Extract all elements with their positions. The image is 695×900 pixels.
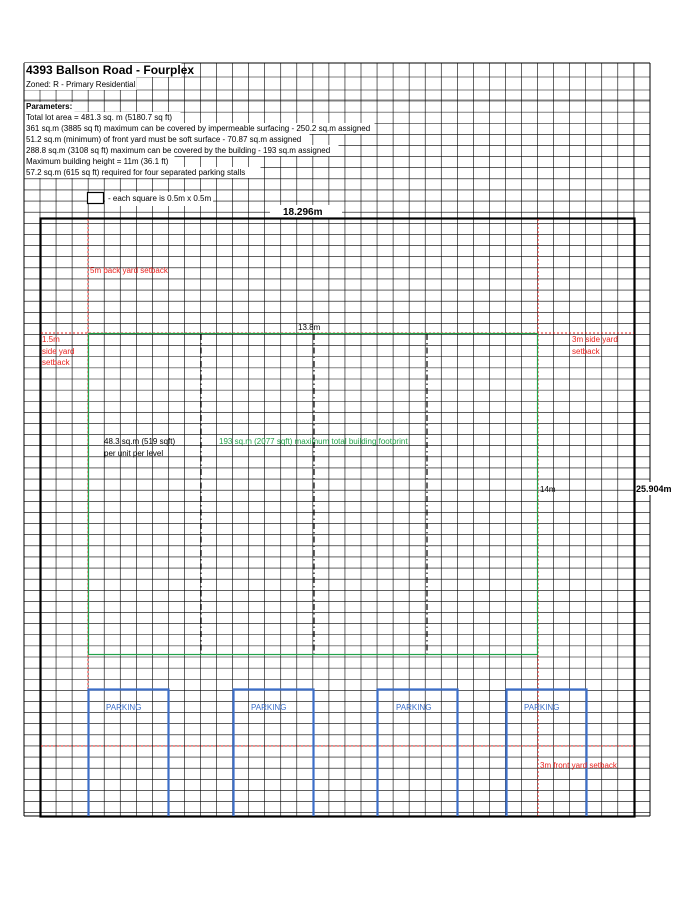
unit-area-label-line: per unit per level: [104, 449, 164, 458]
left-setback-label-line: side yard: [42, 347, 75, 356]
param-line: 51.2 sq.m (minimum) of front yard must be soft surface - 70.87 sq.m assigned: [26, 135, 302, 144]
footprint-depth-label: 14m: [540, 485, 556, 494]
front-setback-label: 3m front yard setback: [540, 761, 617, 770]
lot-width-label: 18.296m: [283, 207, 323, 218]
parking-label-4: PARKING: [524, 703, 560, 712]
param-line: Total lot area = 481.3 sq. m (5180.7 sq ft): [26, 113, 173, 122]
unit-area-label-line: 48.3 sq.m (519 sqft): [104, 437, 176, 446]
left-setback-label-line: 1.5m: [42, 335, 60, 344]
param-line: 288.8 sq.m (3108 sq ft) maximum can be covered by the building - 193 sq.m assigned: [26, 146, 331, 155]
left-setback-label-line: setback: [42, 358, 70, 367]
legend-text: - each square is 0.5m x 0.5m: [108, 194, 212, 203]
param-line: 57.2 sq.m (615 sq ft) required for four separated parking stalls: [26, 168, 246, 177]
footprint-width-label: 13.8m: [298, 323, 321, 332]
parking-label-2: PARKING: [251, 703, 287, 712]
back-setback-label: 5m back yard setback: [90, 266, 168, 275]
legend-square: [88, 193, 104, 204]
parameters-heading: Parameters:: [26, 102, 73, 111]
parking-label-1: PARKING: [106, 703, 142, 712]
footprint-label: 193 sq.m (2077 sqft) maximum total building footprint: [219, 437, 408, 446]
right-setback-label-line: 3m side yard: [572, 335, 618, 344]
zoning-label: Zoned: R - Primary Residential: [26, 80, 136, 89]
plan-title: 4393 Ballson Road - Fourplex: [26, 63, 195, 77]
parking-label-3: PARKING: [396, 703, 432, 712]
param-line: 361 sq.m (3885 sq ft) maximum can be covered by impermeable surfacing - 250.2 sq.m assigned: [26, 124, 371, 133]
param-line: Maximum building height = 11m (36.1 ft): [26, 157, 169, 166]
right-setback-label-line: setback: [572, 347, 600, 356]
lot-depth-label: 25.904m: [636, 484, 672, 494]
